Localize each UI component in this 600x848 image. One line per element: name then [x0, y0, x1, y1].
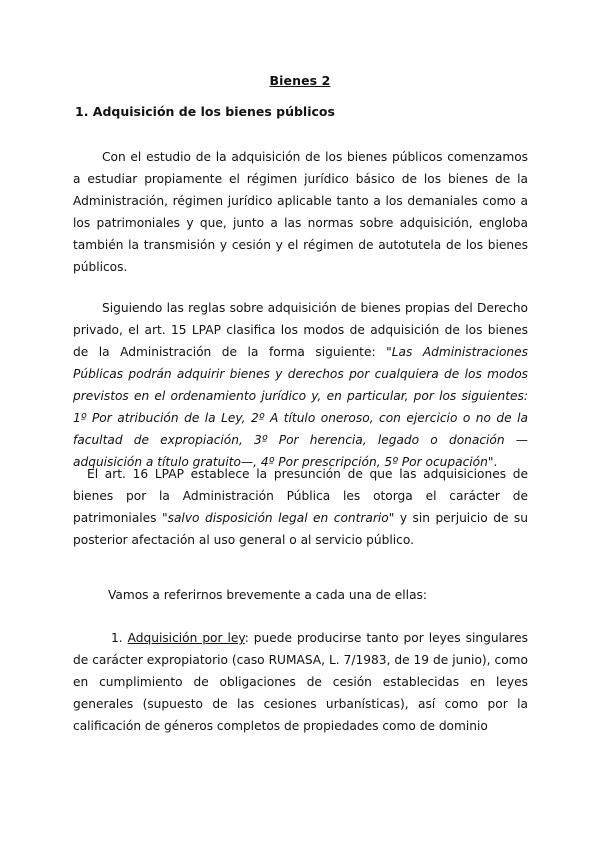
paragraph-art-15-quote: Las Administraciones Públicas podrán adquirir bienes y derechos por cualquiera de los modos previstos en el ordenamiento jurídico y, en particular, por los siguientes: 1º Por atribución de la Ley, 2º A título oneroso, con ejercicio o no de la facultad de expropiación, 3º Por herencia, legado o donación —adquisición a título gratuito—, 4º Por prescripción, 5º Por ocupación [73, 345, 528, 469]
paragraph-art-16-rest: " y sin perjuicio de su posterior afectación al uso general o al servicio público. [73, 511, 528, 547]
list-item-label: Adquisición por ley [127, 631, 245, 645]
paragraph-art-15 [73, 297, 528, 473]
paragraph-art-15-close: ". [487, 455, 498, 469]
section-heading: 1. Adquisición de los bienes públicos [75, 104, 335, 119]
list-item-number: 1. [111, 631, 128, 645]
paragraph-art-16 [73, 463, 528, 551]
paragraph-art-15-intro: Siguiendo las reglas sobre adquisición de bienes propias del Derecho privado, el art. 15 LPAP clasifica los modos de adquisición de los bienes de la Administración de la forma siguiente: " [73, 301, 528, 359]
list-item-adquisicion-por-ley [73, 627, 528, 737]
paragraph-art-16-quote: salvo disposición legal en contrario [167, 511, 389, 525]
paragraph-intro: Con el estudio de la adquisición de los bienes públicos comenzamos a estudiar propiamente el régimen jurídico básico de los bienes de la Administración, régimen jurídico aplicable tanto a los demaniales como a los patrimoniales y que, junto a las normas sobre adquisición, engloba también la transmisión y cesión y el régimen de autotutela de los bienes públicos. [73, 150, 528, 274]
paragraph-art-16-intro: El art. 16 LPAP establece la presunción de que las adquisiciones de bienes por la Administración Pública les otorga el carácter de patrimoniales " [73, 467, 528, 525]
list-item-text: : puede producirse tanto por leyes singulares de carácter expropiatorio (caso RUMASA, L. 7/1983, de 19 de junio), como en cumplimiento de obligaciones de cesión establecidas en leyes generales (supuesto de las cesiones urbanísticas), así como por la calificación de géneros completos de propiedades como de dominio [73, 631, 528, 733]
paragraph-transition: Vamos a referirnos brevemente a cada una de ellas: [108, 588, 427, 602]
document-title: Bienes 2 [269, 73, 331, 88]
